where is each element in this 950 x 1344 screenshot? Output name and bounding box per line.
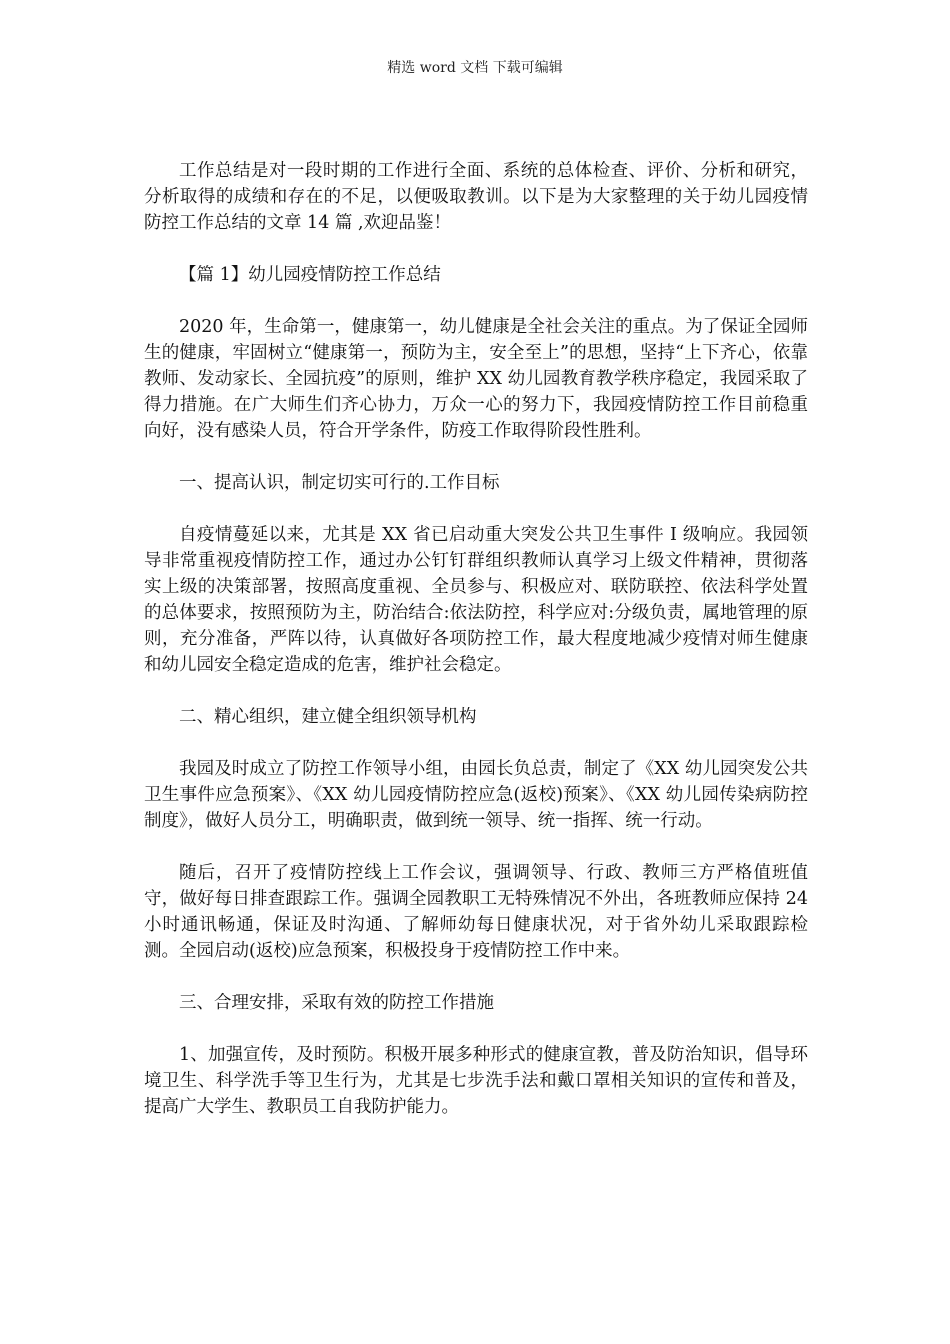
paragraph-4: 随后，召开了疫情防控线上工作会议，强调领导、行政、教师三方严格值班值守，做好每日排查跟踪工作。强调全园教职工无特殊情况不外出，各班教师应保持 24 小时通讯畅通，保证及时沟通、了解师幼每日健康状况，对于省外幼儿采取跟踪检测。全园启动(返校)应急预案，积极投身于疫情防控工作中来。: [144, 863, 808, 961]
section-2-title: 二、精心组织，建立健全组织领导机构: [179, 707, 477, 727]
section-3-title: 三、合理安排，采取有效的防控工作措施: [179, 993, 494, 1013]
paragraph-3: 我园及时成立了防控工作领导小组，由园长负总责，制定了《XX 幼儿园突发公共卫生事件应急预案》、《XX 幼儿园疫情防控应急(返校)预案》、《XX 幼儿园传染病防控制度》，做好人员分工，明确职责，做到统一领导、统一指挥、统一行动。: [144, 759, 808, 831]
section-1-title: 一、提高认识，制定切实可行的.工作目标: [179, 473, 500, 493]
paragraph-5: 1、加强宣传，及时预防。积极开展多种形式的健康宣教，普及防治知识，倡导环境卫生、科学洗手等卫生行为，尤其是七步洗手法和戴口罩相关知识的宣传和普及，提高广大学生、教职员工自我防护能力。: [144, 1045, 808, 1117]
intro-paragraph: 工作总结是对一段时期的工作进行全面、系统的总体检查、评价、分析和研究，分析取得的成绩和存在的不足，以便吸取教训。以下是为大家整理的关于幼儿园疫情防控工作总结的文章 14 篇 ,欢迎品鉴！: [144, 161, 808, 233]
article-title: 【篇 1】幼儿园疫情防控工作总结: [179, 265, 441, 285]
page-header: 精选 word 文档 下载可编辑: [387, 60, 563, 76]
document-body: [144, 158, 808, 1146]
paragraph-2: 自疫情蔓延以来，尤其是 XX 省已启动重大突发公共卫生事件 I 级响应。我园领导非常重视疫情防控工作，通过办公钉钉群组织教师认真学习上级文件精神，贯彻落实上级的决策部署，按照高度重视、全员参与、积极应对、联防联控、依法科学处置的总体要求，按照预防为主，防治结合:依法防控，科学应对:分级负责，属地管理的原则，充分准备，严阵以待，认真做好各项防控工作，最大程度地减少疫情对师生健康和幼儿园安全稳定造成的危害，维护社会稳定。: [144, 525, 808, 675]
paragraph-1: 2020 年，生命第一，健康第一，幼儿健康是全社会关注的重点。为了保证全园师生的健康，牢固树立“健康第一，预防为主，安全至上”的思想，坚持“上下齐心，依靠教师、发动家长、全园抗疫”的原则，维护 XX 幼儿园教育教学秩序稳定，我园采取了得力措施。在广大师生们齐心协力，万众一心的努力下，我园疫情防控工作目前稳重向好，没有感染人员，符合开学条件，防疫工作取得阶段性胜利。: [144, 317, 808, 441]
